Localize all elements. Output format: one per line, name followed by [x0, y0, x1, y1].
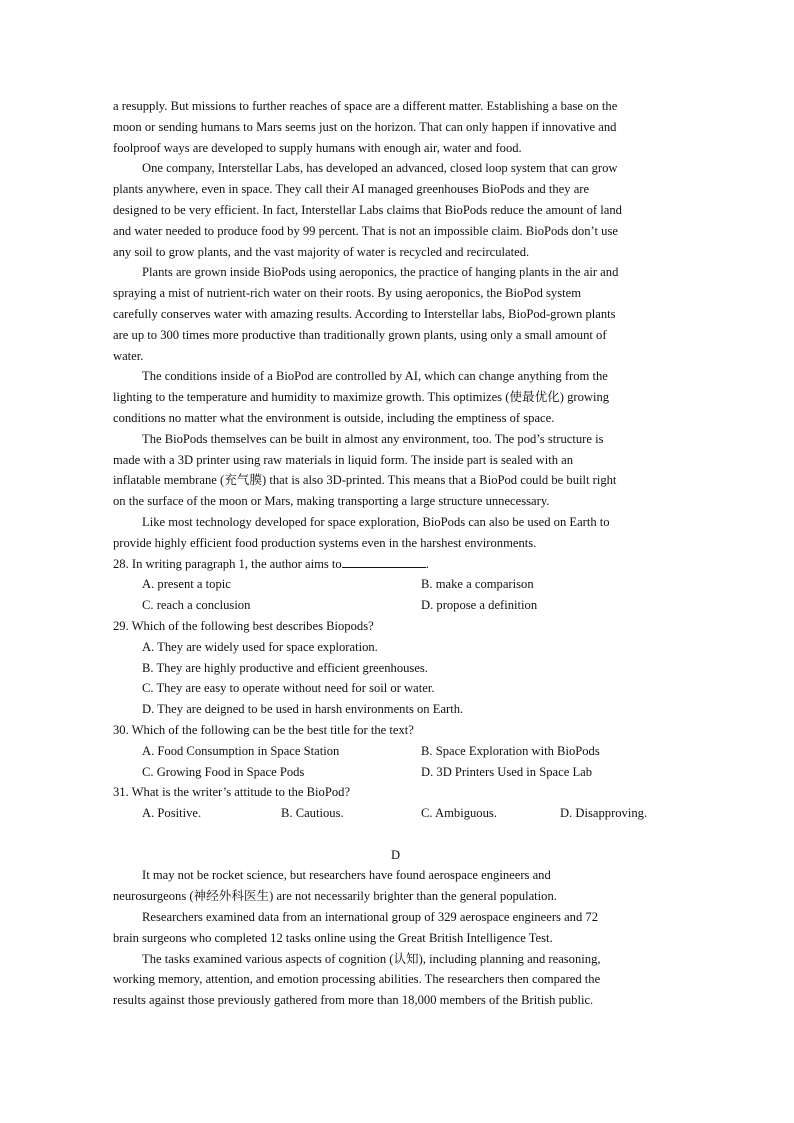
- answer-option[interactable]: C. Ambiguous.: [421, 806, 497, 821]
- question-stem: [113, 554, 678, 575]
- question-text: 29. Which of the following best describes Biopods?: [113, 618, 374, 633]
- option-row: [113, 803, 678, 824]
- paragraph-line: any soil to grow plants, and the vast majority of water is recycled and recirculated.: [113, 244, 530, 259]
- paragraph-line: The conditions inside of a BioPod are controlled by AI, which can change anything from the: [142, 369, 608, 384]
- option-row: [113, 574, 678, 595]
- questions: [113, 554, 678, 824]
- paragraph-line: are up to 300 times more productive than traditionally grown plants, using only a small amount of: [113, 327, 607, 342]
- answer-option[interactable]: D. propose a definition: [421, 598, 538, 613]
- answer-option[interactable]: B. Cautious.: [281, 806, 344, 821]
- question-stem: [113, 782, 678, 803]
- paragraph-line: foolproof ways are developed to supply humans with enough air, water and food.: [113, 140, 522, 155]
- answer-option[interactable]: A. Positive.: [142, 806, 202, 821]
- paragraph-line: The BioPods themselves can be built in almost any environment, too. The pod’s structure is: [142, 431, 604, 446]
- paragraph-line: neurosurgeons (神经外科医生) are not necessarily brighter than the general population.: [113, 889, 557, 904]
- question-stem: [113, 616, 678, 637]
- paragraph-line: brain surgeons who completed 12 tasks online using the Great British Intelligence Test.: [113, 930, 553, 945]
- section-heading: D: [390, 847, 401, 862]
- answer-option[interactable]: D. 3D Printers Used in Space Lab: [421, 764, 593, 779]
- question-stem: [113, 720, 678, 741]
- option-row: [113, 699, 678, 720]
- paragraph-line: Like most technology developed for space exploration, BioPods can also be used on Earth to: [142, 514, 610, 529]
- option-row: [113, 741, 678, 762]
- option-row: [113, 595, 678, 616]
- answer-option[interactable]: B. They are highly productive and efficient greenhouses.: [142, 660, 428, 675]
- paragraph-line: plants anywhere, even in space. They call their AI managed greenhouses BioPods and they are: [113, 182, 590, 197]
- answer-option[interactable]: D. Disapproving.: [560, 806, 648, 821]
- stem-end: .: [425, 556, 429, 571]
- paragraph-line: inflatable membrane (充气膜) that is also 3D-printed. This means that a BioPod could be built right: [113, 473, 617, 488]
- paragraph-line: Researchers examined data from an international group of 329 aerospace engineers and 72: [142, 910, 598, 925]
- answer-option[interactable]: C. They are easy to operate without need for soil or water.: [142, 681, 435, 696]
- paragraph-line: provide highly efficient food production systems even in the harshest environments.: [113, 535, 537, 550]
- paragraph-line: on the surface of the moon or Mars, making transporting a large structure unnecessary.: [113, 494, 550, 509]
- question-text: 31. What is the writer’s attitude to the BioPod?: [113, 785, 351, 800]
- paragraph-line: results against those previously gathered from more than 18,000 members of the British public.: [113, 993, 594, 1008]
- question-text: 30. Which of the following can be the best title for the text?: [113, 722, 414, 737]
- paragraph-line: designed to be very efficient. In fact, Interstellar Labs claims that BioPods reduce the amount of land: [113, 202, 622, 217]
- paragraph-line: Plants are grown inside BioPods using aeroponics, the practice of hanging plants in the air and: [142, 265, 619, 280]
- answer-blank: [342, 554, 426, 568]
- paragraph-line: made with a 3D printer using raw materials in liquid form. The inside part is sealed with an: [113, 452, 574, 467]
- answer-option[interactable]: B. Space Exploration with BioPods: [421, 743, 600, 758]
- option-row: [113, 658, 678, 679]
- answer-option[interactable]: D. They are deigned to be used in harsh environments on Earth.: [142, 702, 464, 717]
- paragraph-line: spraying a mist of nutrient-rich water on their roots. By using aeroponics, the BioPod system: [113, 286, 581, 301]
- question-text: 28. In writing paragraph 1, the author aims to: [113, 556, 342, 571]
- answer-option[interactable]: C. reach a conclusion: [142, 598, 251, 613]
- paragraph-line: working memory, attention, and emotion processing abilities. The researchers then compared the: [113, 972, 601, 987]
- option-row: [113, 637, 678, 658]
- paragraph-line: One company, Interstellar Labs, has developed an advanced, closed loop system that can grow: [142, 161, 618, 176]
- answer-option[interactable]: B. make a comparison: [421, 577, 534, 592]
- paragraph-line: The tasks examined various aspects of cognition (认知), including planning and reasoning,: [142, 951, 601, 966]
- answer-option[interactable]: A. present a topic: [142, 577, 231, 592]
- passage-d: [113, 865, 678, 1011]
- passage-c: [113, 96, 678, 554]
- document-page: [113, 96, 678, 1011]
- paragraph-line: conditions no matter what the environment is outside, including the emptiness of space.: [113, 410, 555, 425]
- option-row: [113, 678, 678, 699]
- paragraph-line: water.: [113, 348, 144, 363]
- answer-option[interactable]: C. Growing Food in Space Pods: [142, 764, 305, 779]
- answer-option[interactable]: A. They are widely used for space exploration.: [142, 639, 378, 654]
- paragraph-line: a resupply. But missions to further reaches of space are a different matter. Establishing a base on the: [113, 99, 618, 113]
- paragraph-line: and water needed to produce food by 99 percent. That is not an impossible claim. BioPods don’t use: [113, 223, 618, 238]
- paragraph-line: lighting to the temperature and humidity to maximize growth. This optimizes (使最优化) growing: [113, 390, 610, 405]
- paragraph-line: moon or sending humans to Mars seems just on the horizon. That can only happen if innovative and: [113, 119, 617, 134]
- option-row: [113, 762, 678, 783]
- paragraph-line: It may not be rocket science, but researchers have found aerospace engineers and: [142, 868, 551, 883]
- answer-option[interactable]: A. Food Consumption in Space Station: [142, 743, 340, 758]
- paragraph-line: carefully conserves water with amazing results. According to Interstellar labs, BioPod-grown plants: [113, 306, 616, 321]
